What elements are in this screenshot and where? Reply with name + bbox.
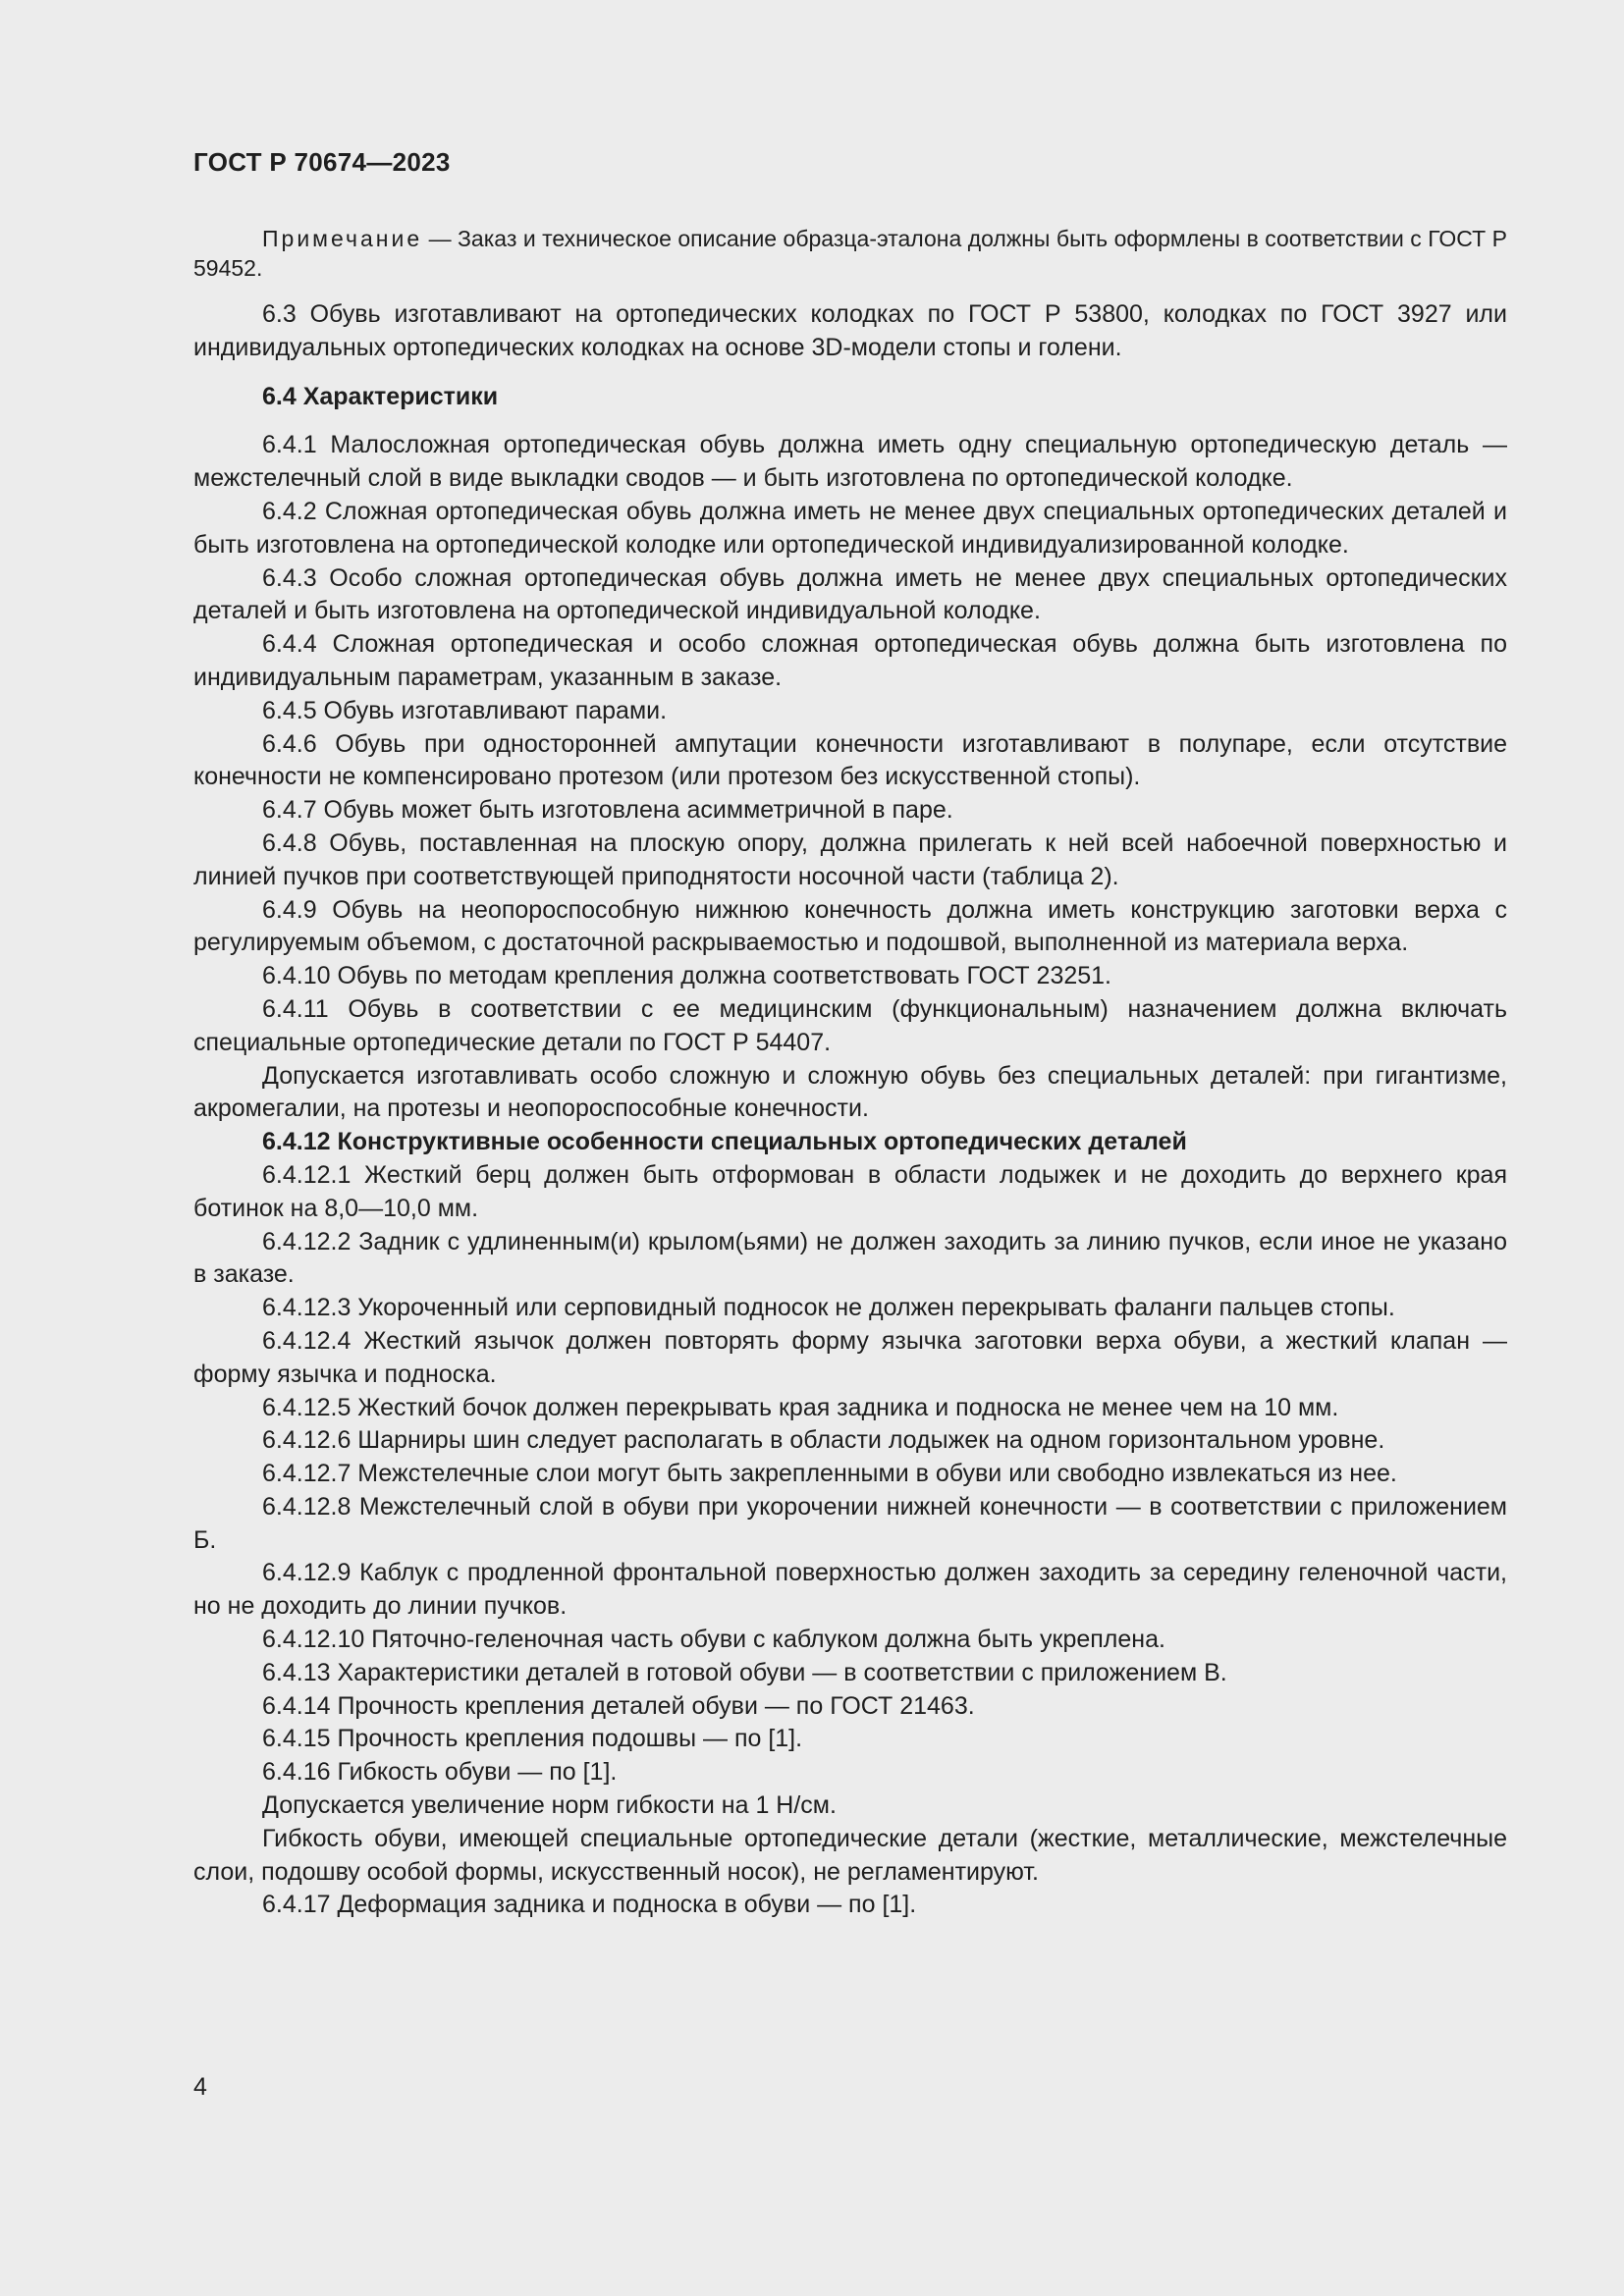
paragraph: 6.4.10 Обувь по методам крепления должна соответствовать ГОСТ 23251. <box>262 962 1112 990</box>
paragraph: 6.4.11 Обувь в соответствии с ее медицинским (функциональным) назначением должна включать специальные ортопедические детали по ГОСТ Р 54407. <box>193 994 1507 1056</box>
paragraph: 6.4.5 Обувь изготавливают парами. <box>262 696 668 724</box>
paragraph: 6.4.12.4 Жесткий язычок должен повторять форму язычка заготовки верха обуви, а жесткий клапан — форму язычка и подноска. <box>193 1326 1507 1388</box>
note-text: — Заказ и техническое описание образца-эталона должны быть оформлены в соответствии с ГОСТ Р 59452. <box>193 226 1507 281</box>
document-header: ГОСТ Р 70674—2023 <box>193 147 451 177</box>
page-number: 4 <box>193 2073 207 2101</box>
note-paragraph <box>193 224 1507 283</box>
paragraph: 6.4.7 Обувь может быть изготовлена асимметричной в паре. <box>262 796 953 825</box>
paragraph: Допускается изготавливать особо сложную и сложную обувь без специальных деталей: при гигантизме, акромегалии, на протезы и неопороспособные конечности. <box>193 1061 1507 1123</box>
paragraph: 6.4.12.3 Укороченный или серповидный подносок не должен перекрывать фаланги пальцев стопы. <box>262 1294 1395 1322</box>
paragraph: 6.4.12.6 Шарниры шин следует располагать в области лодыжек на одном горизонтальном уровне. <box>262 1426 1385 1455</box>
paragraph: 6.4.12.2 Задник с удлиненным(и) крылом(ьями) не должен заходить за линию пучков, если иное не указано в заказе. <box>193 1227 1507 1289</box>
paragraph: 6.4.12.8 Межстелечный слой в обуви при укорочении нижней конечности — в соответствии с приложением Б. <box>193 1492 1507 1554</box>
paragraph: 6.4.16 Гибкость обуви — по [1]. <box>262 1758 618 1787</box>
paragraph: Допускается увеличение норм гибкости на 1 Н/см. <box>262 1791 837 1820</box>
paragraph: 6.4.14 Прочность крепления деталей обуви — по ГОСТ 21463. <box>262 1691 975 1720</box>
paragraph: 6.4.4 Сложная ортопедическая и особо сложная ортопедическая обувь должна быть изготовлена по индивидуальным параметрам, указанным в заказе. <box>193 630 1507 691</box>
paragraph: 6.4.3 Особо сложная ортопедическая обувь должна иметь не менее двух специальных ортопедических деталей и быть изготовлена на ортопедической индивидуальной колодке. <box>193 563 1507 625</box>
paragraph: 6.4.12.7 Межстелечные слои могут быть закрепленными в обуви или свободно извлекаться из нее. <box>262 1460 1397 1488</box>
note-lead: Примечание <box>262 226 423 251</box>
paragraph: 6.4.17 Деформация задника и подноска в обуви — по [1]. <box>262 1891 917 1919</box>
paragraph: 6.4.12.9 Каблук с продленной фронтальной поверхностью должен заходить за середину геленочной части, но не доходить до линии пучков. <box>193 1559 1507 1621</box>
paragraph: 6.4.12.1 Жесткий берц должен быть отформован в области лодыжек и не доходить до верхнего края ботинок на 8,0—10,0 мм. <box>193 1160 1507 1222</box>
paragraph: 6.4.13 Характеристики деталей в готовой обуви — в соответствии с приложением В. <box>262 1658 1227 1686</box>
section-heading-6-4: 6.4 Характеристики <box>262 382 499 410</box>
paragraph: 6.4.9 Обувь на неопороспособную нижнюю конечность должна иметь конструкцию заготовки верха с регулируемым объемом, с достаточной раскрываемостью и подошвой, выполненной из материала верха. <box>193 895 1507 957</box>
subsection-heading-6-4-12: 6.4.12 Конструктивные особенности специальных ортопедических деталей <box>262 1128 1187 1156</box>
paragraph-6-3: 6.3 Обувь изготавливают на ортопедических колодках по ГОСТ Р 53800, колодках по ГОСТ 3927 или индивидуальных ортопедических колодках на основе 3D-модели стопы и голени. <box>193 300 1507 361</box>
paragraph: 6.4.2 Сложная ортопедическая обувь должна иметь не менее двух специальных ортопедических деталей и быть изготовлена на ортопедической колодке или ортопедической индивидуализированной колодке. <box>193 497 1507 559</box>
document-body <box>193 224 1507 1922</box>
paragraph: Гибкость обуви, имеющей специальные ортопедические детали (жесткие, металлические, межстелечные слои, подошву особой формы, искусственный носок), не регламентируют. <box>193 1824 1507 1886</box>
paragraph: 6.4.8 Обувь, поставленная на плоскую опору, должна прилегать к ней всей набоечной поверхностью и линией пучков при соответствующей приподнятости носочной части (таблица 2). <box>193 828 1507 890</box>
paragraph: 6.4.12.10 Пяточно-геленочная часть обуви с каблуком должна быть укреплена. <box>262 1626 1165 1654</box>
paragraph: 6.4.1 Малосложная ортопедическая обувь должна иметь одну специальную ортопедическую деталь — межстелечный слой в виде выкладки сводов — и быть изготовлена по ортопедической колодке. <box>193 431 1507 493</box>
paragraph: 6.4.6 Обувь при односторонней ампутации конечности изготавливают в полупаре, если отсутствие конечности не компенсировано протезом (или протезом без искусственной стопы). <box>193 729 1507 791</box>
paragraph: 6.4.12.5 Жесткий бочок должен перекрывать края задника и подноска не менее чем на 10 мм. <box>262 1393 1339 1421</box>
paragraph: 6.4.15 Прочность крепления подошвы — по [1]. <box>262 1725 803 1753</box>
